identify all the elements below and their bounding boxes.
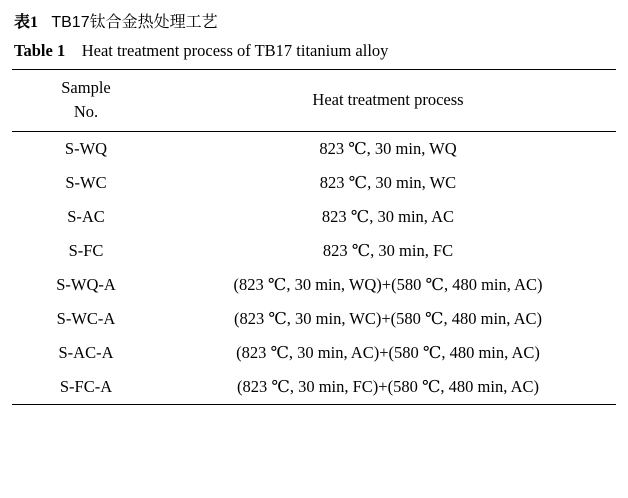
table-caption-english [14,38,616,63]
cell-process: 823 ℃, 30 min, WQ [319,139,457,158]
cell-process: (823 ℃, 30 min, FC)+(580 ℃, 480 min, AC) [237,377,539,396]
table-body [12,132,616,405]
table-row [12,370,616,405]
caption-label-chinese: 表1 [14,14,39,31]
table-row [12,166,616,200]
cell-sample-no: S-AC [67,207,105,226]
cell-process: 823 ℃, 30 min, WC [319,173,457,192]
table-row [12,268,616,302]
table-header-row [12,70,616,132]
column-header-sample-line2: No. [73,102,99,121]
table-row [12,302,616,336]
caption-label-english: Table 1 [14,41,66,60]
column-header-process: Heat treatment process [312,90,464,109]
cell-process: 823 ℃, 30 min, FC [322,241,454,260]
heat-treatment-table [12,69,616,405]
column-header-sample-line1: Sample [61,78,111,97]
table-header [12,70,616,132]
cell-process: 823 ℃, 30 min, AC [321,207,455,226]
table-row [12,200,616,234]
caption-text-english: Heat treatment process of TB17 titanium alloy [81,41,389,60]
cell-sample-no: S-AC-A [58,343,114,362]
column-header-sample-no [12,70,160,132]
cell-process: (823 ℃, 30 min, WC)+(580 ℃, 480 min, AC) [233,309,543,328]
cell-sample-no: S-WQ-A [56,275,116,294]
table-row [12,234,616,268]
cell-process: (823 ℃, 30 min, WQ)+(580 ℃, 480 min, AC) [233,275,543,294]
cell-sample-no: S-WC [65,173,107,192]
cell-sample-no: S-FC [68,241,104,260]
cell-sample-no: S-WQ [64,139,108,158]
cell-sample-no: S-WC-A [56,309,116,328]
table-caption-chinese [14,10,616,36]
table-row [12,336,616,370]
caption-text-chinese: TB17钛合金热处理工艺 [51,14,218,31]
table-row [12,132,616,167]
cell-sample-no: S-FC-A [59,377,113,396]
cell-process: (823 ℃, 30 min, AC)+(580 ℃, 480 min, AC) [236,343,540,362]
